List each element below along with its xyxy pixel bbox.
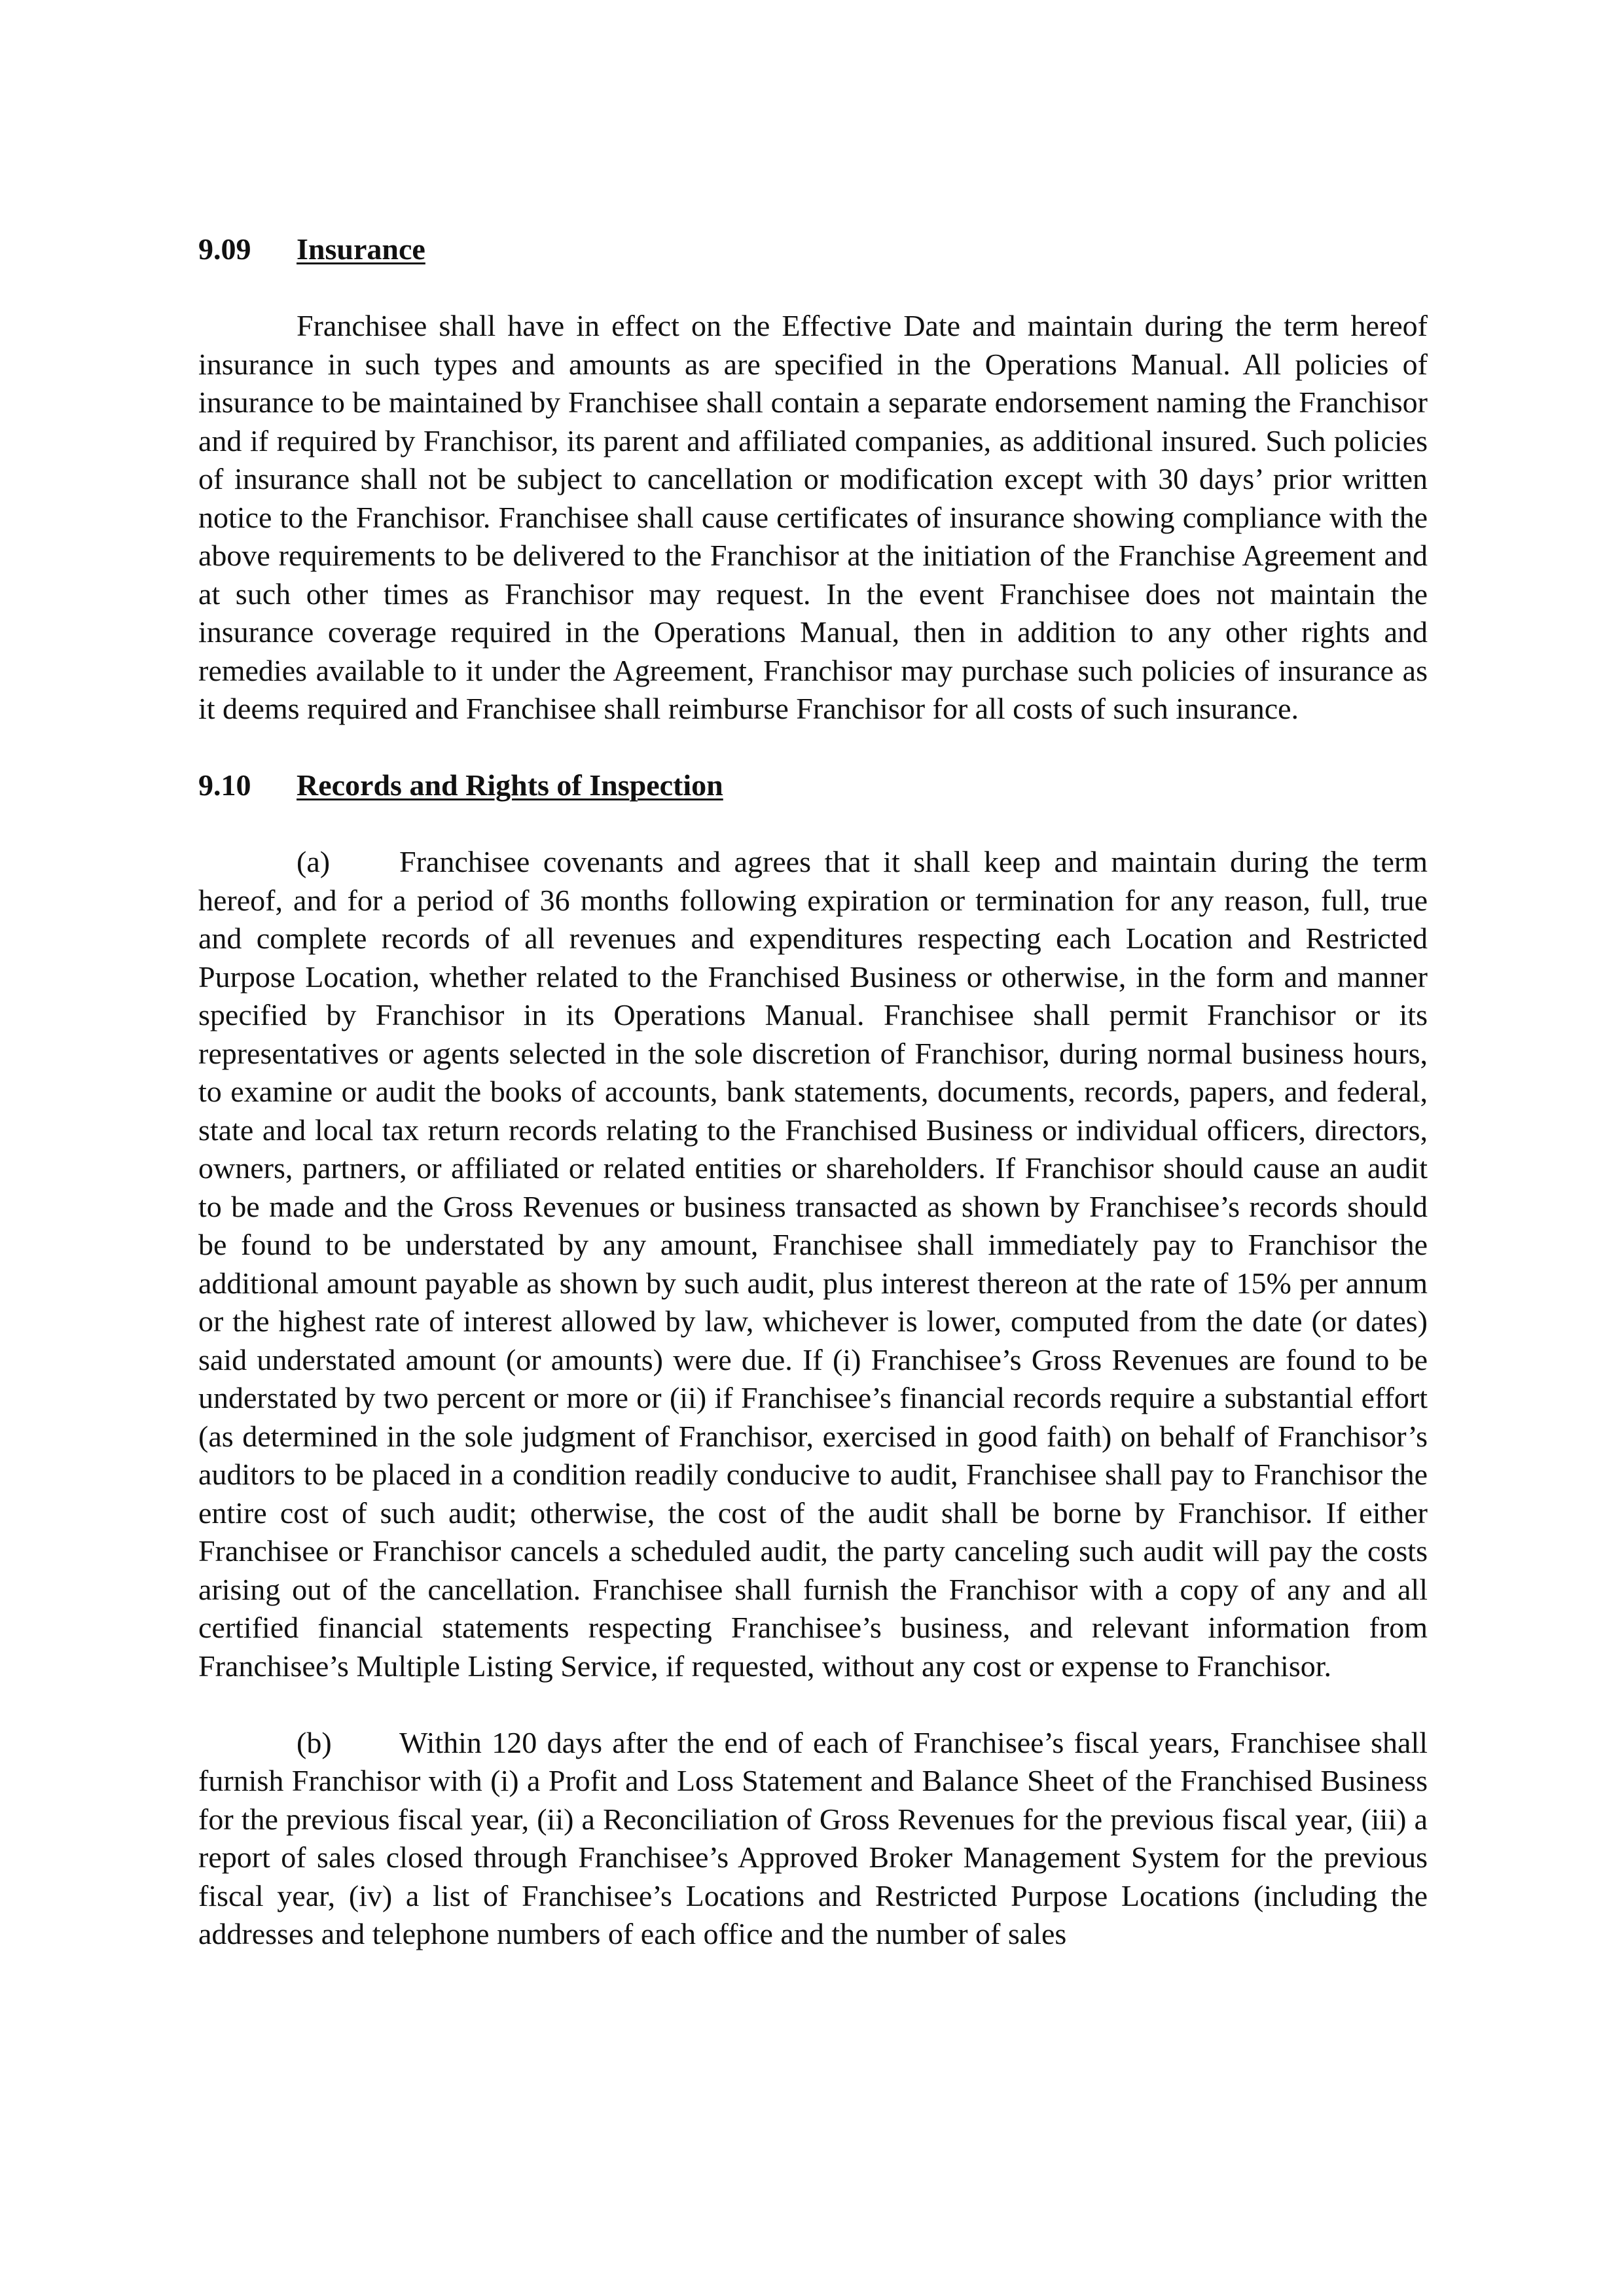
subparagraph-text: Franchisee covenants and agrees that it shall keep and maintain during the term hereof, and for a period of 36 months following expiration or termination for any reason, full, true and complete records of all revenues and expenditures respecting each Location and Restricted Purpose Location, whether related to the Franchised Business or otherwise, in the form and manner specified by Franchisor in its Operations Manual. Franchisee shall permit Franchisor or its representatives or agents selected in the sole discretion of Franchisor, during normal business hours, to examine or audit the books of accounts, bank statements, documents, records, papers, and federal, state and local tax return records relating to the Franchised Business or individual officers, directors, owners, partners, or affiliated or related entities or shareholders. If Franchisor should cause an audit to be made and the Gross Revenues or business transacted as shown by Franchisee’s records should be found to be understated by any amount, Franchisee shall immediately pay to Franchisor the additional amount payable as shown by such audit, plus interest thereon at the rate of 15% per annum or the highest rate of interest allowed by law, whichever is lower, computed from the date (or dates) said understated amount (or amounts) were due. If (i) Franchisee’s Gross Revenues are found to be understated by two percent or more or (ii) if Franchisee’s financial records require a substantial effort (as determined in the sole judgment of Franchisor, exercised in good faith) on behalf of Franchisor’s auditors to be placed in a condition readily conducive to audit, Franchisee shall pay to Franchisor the entire cost of such audit; otherwise, the cost of the audit shall be borne by Franchisor. If either Franchisee or Franchisor cancels a scheduled audit, the party canceling such audit will pay the costs arising out of the cancellation. Franchisee shall furnish the Franchisor with a copy of any and all certified financial statements respecting Franchisee’s business, and relevant information from Franchisee’s Multiple Listing Service, if requested, without any cost or expense to Franchisor.	[198, 845, 1428, 1683]
subparagraph-b	[198, 1724, 1428, 1954]
insurance-paragraph: Franchisee shall have in effect on the Effective Date and maintain during the term hereof insurance in such types and amounts as are specified in the Operations Manual. All policies of insurance to be maintained by Franchisee shall contain a separate endorsement naming the Franchisor and if required by Franchisor, its parent and affiliated companies, as additional insured. Such policies of insurance shall not be subject to cancellation or modification except with 30 days’ prior written notice to the Franchisor. Franchisee shall cause certificates of insurance showing compliance with the above requirements to be delivered to the Franchisor at the initiation of the Franchise Agreement and at such other times as Franchisor may request. In the event Franchisee does not maintain the insurance coverage required in the Operations Manual, then in addition to any other rights and remedies available to it under the Agreement, Franchisor may purchase such policies of insurance as it deems required and Franchisee shall reimburse Franchisor for all costs of such insurance.	[198, 309, 1428, 725]
subparagraph-label: (b)	[297, 1725, 332, 1759]
subparagraph-a	[198, 843, 1428, 1685]
subparagraph-label: (a)	[297, 845, 331, 878]
section-heading-9-09	[198, 230, 1428, 269]
subparagraph-text: Within 120 days after the end of each of Franchisee’s fiscal years, Franchisee shall furnish Franchisor with (i) a Profit and Loss Statement and Balance Sheet of the Franchised Business for the previous fiscal year, (ii) a Reconciliation of Gross Revenues for the previous fiscal year, (iii) a report of sales closed through Franchisee’s Approved Broker Management System for the previous fiscal year, (iv) a list of Franchisee’s Locations and Restricted Purpose Locations (including the addresses and telephone numbers of each office and the number of sales	[198, 1725, 1428, 1950]
section-title: Insurance	[297, 232, 425, 266]
section-number: 9.09	[198, 232, 251, 266]
section-title: Records and Rights of Inspection	[297, 768, 723, 802]
section-number: 9.10	[198, 768, 251, 802]
section-heading-9-10	[198, 766, 1428, 805]
document-body	[198, 230, 1428, 1954]
